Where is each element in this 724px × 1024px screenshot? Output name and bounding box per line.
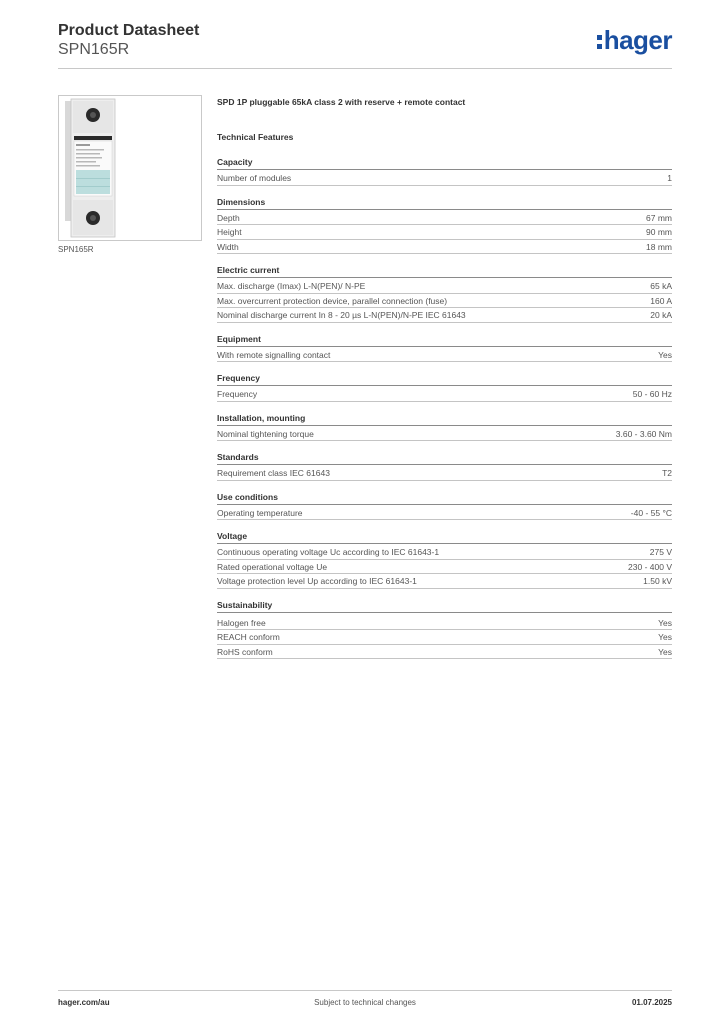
spec-value: 67 mm bbox=[646, 212, 672, 223]
spec-value: -40 - 55 °C bbox=[630, 507, 672, 518]
footer-website-link[interactable]: hager.com/au bbox=[58, 998, 110, 1007]
spec-value: Yes bbox=[658, 632, 672, 642]
section-dimensions bbox=[217, 196, 672, 255]
document-title: Product Datasheet bbox=[58, 22, 200, 39]
spec-row bbox=[217, 506, 672, 521]
image-caption: SPN165R bbox=[58, 245, 94, 254]
spec-row bbox=[217, 387, 672, 402]
section-title: Equipment bbox=[217, 333, 672, 347]
spec-row bbox=[217, 279, 672, 294]
spec-value: 230 - 400 V bbox=[628, 561, 672, 572]
section-equipment bbox=[217, 333, 672, 363]
spec-row bbox=[217, 211, 672, 226]
section-capacity bbox=[217, 156, 672, 186]
footer-divider bbox=[58, 990, 672, 991]
spec-row bbox=[217, 308, 672, 323]
spec-value: 160 A bbox=[650, 295, 672, 306]
spec-value: 20 kA bbox=[650, 310, 672, 320]
spec-label: Width bbox=[217, 241, 239, 252]
spec-value: 18 mm bbox=[646, 241, 672, 252]
spec-label: Number of modules bbox=[217, 173, 292, 183]
header-divider bbox=[58, 68, 672, 69]
section-title: Use conditions bbox=[217, 491, 672, 505]
spec-row bbox=[217, 348, 672, 363]
section-title: Voltage bbox=[217, 530, 672, 544]
spec-row bbox=[217, 427, 672, 442]
spec-row bbox=[217, 171, 672, 186]
spec-value: Yes bbox=[658, 617, 672, 628]
section-title: Electric current bbox=[217, 264, 672, 278]
section-standards bbox=[217, 451, 672, 481]
spec-label: Halogen free bbox=[217, 617, 266, 628]
technical-content bbox=[217, 96, 672, 669]
spec-label: With remote signalling contact bbox=[217, 349, 331, 360]
section-title: Installation, mounting bbox=[217, 412, 672, 426]
section-voltage bbox=[217, 530, 672, 589]
spec-row bbox=[217, 560, 672, 575]
section-installation bbox=[217, 412, 672, 442]
spec-row bbox=[217, 545, 672, 560]
spec-label: Voltage protection level Up according to IEC 61643-1 bbox=[217, 576, 417, 586]
spec-value: 1 bbox=[667, 173, 672, 183]
section-title: Standards bbox=[217, 451, 672, 465]
spec-row bbox=[217, 616, 672, 631]
spec-label: Max. overcurrent protection device, parallel connection (fuse) bbox=[217, 295, 448, 306]
section-title: Capacity bbox=[217, 156, 672, 170]
section-electric-current bbox=[217, 264, 672, 323]
spec-label: Operating temperature bbox=[217, 507, 303, 518]
hager-logo bbox=[597, 26, 672, 54]
spec-label: Frequency bbox=[217, 389, 258, 399]
spec-value: 1.50 kV bbox=[643, 576, 672, 586]
spec-value: 3.60 - 3.60 Nm bbox=[615, 428, 672, 439]
spec-label: Nominal discharge current In 8 - 20 µs L-N(PEN)/N-PE IEC 61643 bbox=[217, 310, 466, 320]
spec-row bbox=[217, 225, 672, 240]
spec-label: Nominal tightening torque bbox=[217, 428, 314, 439]
spec-row bbox=[217, 574, 672, 589]
spec-row bbox=[217, 466, 672, 481]
footer-date: 01.07.2025 bbox=[631, 998, 672, 1007]
spec-label: RoHS conform bbox=[217, 646, 273, 657]
technical-features-heading: Technical Features bbox=[217, 132, 294, 142]
product-description: SPD 1P pluggable 65kA class 2 with reserve + remote contact bbox=[217, 97, 466, 107]
spec-row bbox=[217, 294, 672, 309]
logo-text: hager bbox=[603, 25, 672, 55]
spec-value: 65 kA bbox=[650, 281, 672, 291]
section-title: Dimensions bbox=[217, 196, 672, 210]
spec-label: Depth bbox=[217, 212, 240, 223]
spec-row bbox=[217, 630, 672, 645]
spec-value: Yes bbox=[658, 349, 672, 360]
section-title: Sustainability bbox=[217, 599, 672, 613]
spec-label: Requirement class IEC 61643 bbox=[217, 468, 330, 478]
section-use-conditions bbox=[217, 491, 672, 521]
spec-row bbox=[217, 240, 672, 255]
spec-value: 50 - 60 Hz bbox=[632, 389, 672, 399]
section-title: Frequency bbox=[217, 372, 672, 386]
page-header bbox=[58, 22, 672, 68]
spec-label: Max. discharge (Imax) L-N(PEN)/ N-PE bbox=[217, 281, 366, 291]
product-image bbox=[58, 95, 202, 241]
section-sustainability bbox=[217, 599, 672, 660]
surge-protector-icon bbox=[59, 96, 201, 240]
spec-value: 90 mm bbox=[646, 227, 672, 237]
spec-value: Yes bbox=[658, 646, 672, 657]
spec-value: T2 bbox=[662, 468, 672, 478]
page-footer bbox=[58, 998, 672, 1010]
spec-label: Continuous operating voltage Uc according to IEC 61643-1 bbox=[217, 547, 440, 557]
spec-label: Height bbox=[217, 227, 242, 237]
section-frequency bbox=[217, 372, 672, 402]
spec-label: Rated operational voltage Ue bbox=[217, 561, 328, 572]
spec-row bbox=[217, 645, 672, 660]
spec-label: REACH conform bbox=[217, 632, 280, 642]
logo-dots-icon bbox=[597, 32, 602, 50]
document-subtitle: SPN165R bbox=[58, 41, 130, 58]
spec-value: 275 V bbox=[649, 547, 672, 557]
footer-note: Subject to technical changes bbox=[314, 998, 416, 1007]
spec-sections bbox=[217, 156, 672, 659]
